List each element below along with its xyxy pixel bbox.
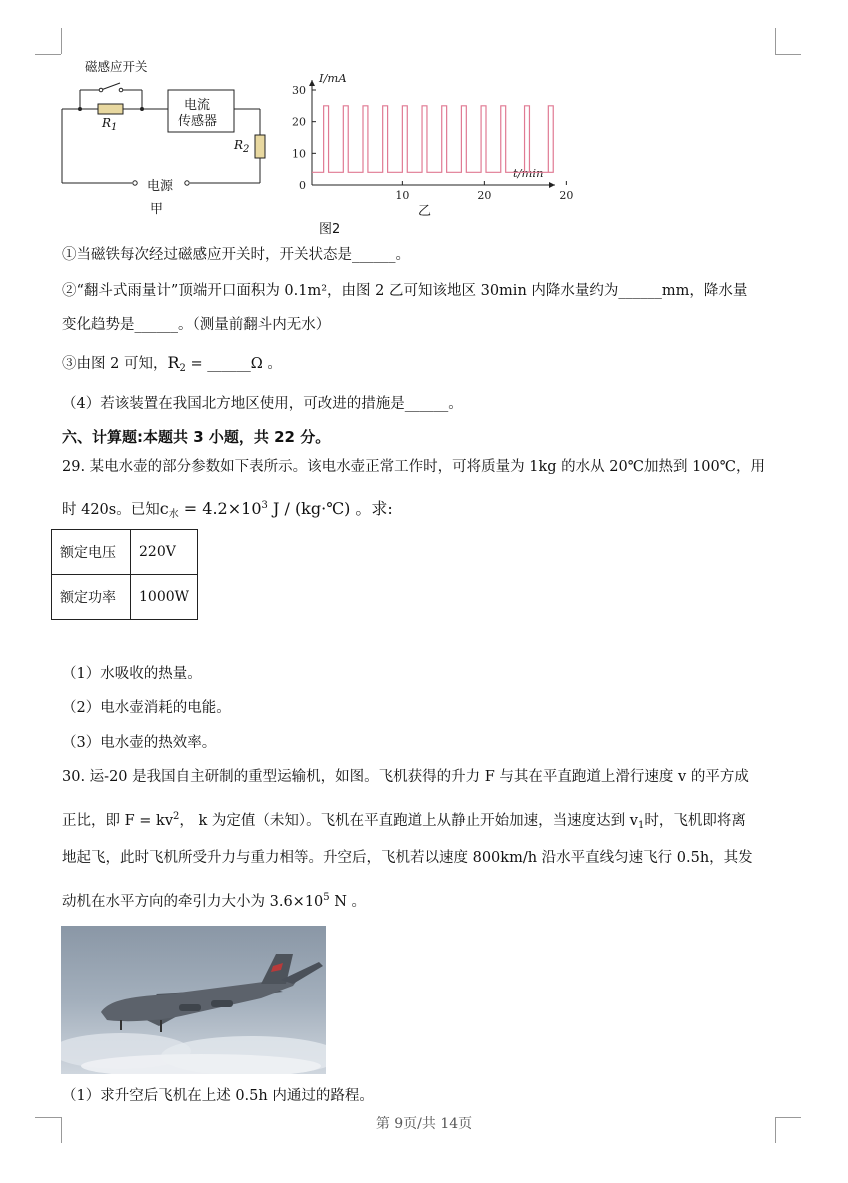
crop-mark-tr-h [775, 54, 801, 55]
spec-value: 1000W [131, 575, 198, 620]
q30-line2-b: ， k 为定值（未知）。飞机在平直跑道上从静止开始加速，当速度达到 v [179, 813, 638, 829]
y-tick-label: 30 [292, 84, 306, 97]
q28-sub3-post: = ______Ω 。 [185, 356, 282, 372]
q30-line2 [62, 807, 746, 836]
r1-label [102, 116, 117, 133]
q30-line4-a: 动机在水平方向的牵引力大小为 3.6×10 [62, 894, 324, 910]
r1-letter: R [102, 116, 112, 130]
sensor-label-2: 传感器 [178, 114, 218, 129]
x-tick-label: 20 [559, 189, 574, 202]
current-time-chart [285, 60, 615, 210]
y-tick-label: 10 [292, 147, 306, 161]
q30-line4-b: N 。 [329, 894, 367, 910]
spec-value: 220V [131, 530, 198, 575]
q28-sub3-r: R [167, 353, 180, 372]
kettle-spec-table [51, 529, 198, 620]
sensor-label-1: 电流 [184, 98, 211, 113]
q30-line1: 30. 运-20 是我国自主研制的重型运输机，如图。飞机获得的升力 F 与其在平直跑道上滑行速度 v 的平方成 [62, 769, 749, 785]
power-label: 电源 [147, 179, 174, 194]
r1-subscript: 1 [111, 122, 118, 133]
q30-line4-sup: 5 [323, 892, 330, 903]
q29-c-sub: 水 [168, 509, 179, 520]
spec-key: 额定电压 [52, 530, 131, 575]
crop-mark-tl-v [61, 28, 62, 54]
q30-line2-sub: 1 [637, 820, 645, 831]
q28-sub1: ①当磁铁每次经过磁感应开关时，开关状态是______。 [62, 247, 410, 263]
y-axis-label: I/mA [319, 71, 347, 85]
q29-part1: （1）水吸收的热量。 [62, 666, 202, 682]
q30-line3: 地起飞，此时飞机所受升力与重力相等。升空后，飞机若以速度 800km/h 沿水平直线匀速飞行 0.5h，其发 [62, 850, 753, 866]
q30-line4 [62, 888, 366, 912]
q29-c: c [159, 499, 169, 518]
q30-part1: （1）求升空后飞机在上述 0.5h 内通过的路程。 [62, 1088, 374, 1104]
x-tick-label: 10 [395, 189, 410, 202]
section-heading: 六、计算题:本题共 3 小题，共 22 分。 [62, 428, 331, 446]
crop-mark-tr-v [775, 28, 776, 54]
q28-sub2: ②“翻斗式雨量计”顶端开口面积为 0.1m²，由图 2 乙可知该地区 30min 内降水量约为______mm，降水量 [62, 283, 748, 299]
q29-exp: 3 [261, 500, 268, 511]
r2-letter: R [234, 138, 244, 152]
q28-part4: （4）若该装置在我国北方地区使用，可改进的措施是______。 [62, 396, 463, 412]
q29-line2-pre: 时 420s。已知 [62, 502, 160, 518]
q28-sub2-cont: 变化趋势是______。（测量前翻斗内无水） [62, 317, 331, 333]
q28-sub3-r-sub: 2 [179, 363, 186, 374]
x-axis-label: t/min [513, 166, 544, 180]
q28-sub3 [62, 353, 282, 379]
q29-part3: （3）电水壶的热效率。 [62, 735, 217, 751]
y20-aircraft-photo [61, 926, 326, 1074]
q30-line2-a: 正比，即 F = kv [62, 813, 174, 829]
r2-subscript: 2 [243, 144, 250, 155]
q28-sub3-pre: ③由图 2 可知， [62, 356, 168, 372]
table-row [52, 530, 198, 575]
current-series-line [312, 106, 553, 173]
q30-line2-c: 时，飞机即将离 [644, 813, 746, 829]
r2-label [234, 138, 249, 155]
jia-label: 甲 [150, 202, 164, 217]
y-tick-label: 20 [292, 115, 306, 129]
spec-key: 额定功率 [52, 575, 131, 620]
x-tick-label: 20 [477, 189, 492, 202]
x-axis-arrow [549, 182, 555, 188]
q29-line2 [62, 496, 393, 525]
q29-eq: = 4.2×10 [178, 499, 262, 518]
switch-label: 磁感应开关 [85, 59, 148, 74]
table-row [52, 575, 198, 620]
y-tick-label: 0 [299, 179, 306, 192]
y-axis-arrow [309, 80, 315, 86]
page-footer: 第 9页/共 14页 [375, 1116, 473, 1132]
q29-unit: J / (kg·℃) 。求: [267, 499, 393, 518]
q29-line1: 29. 某电水壶的部分参数如下表所示。该电水壶正常工作时，可将质量为 1kg 的水从 20℃加热到 100℃，用 [62, 459, 765, 475]
figure-caption: 图2 [319, 222, 341, 237]
yi-label: 乙 [418, 204, 432, 219]
q29-part2: （2）电水壶消耗的电能。 [62, 700, 231, 716]
q30-line2-sup: 2 [173, 811, 180, 822]
